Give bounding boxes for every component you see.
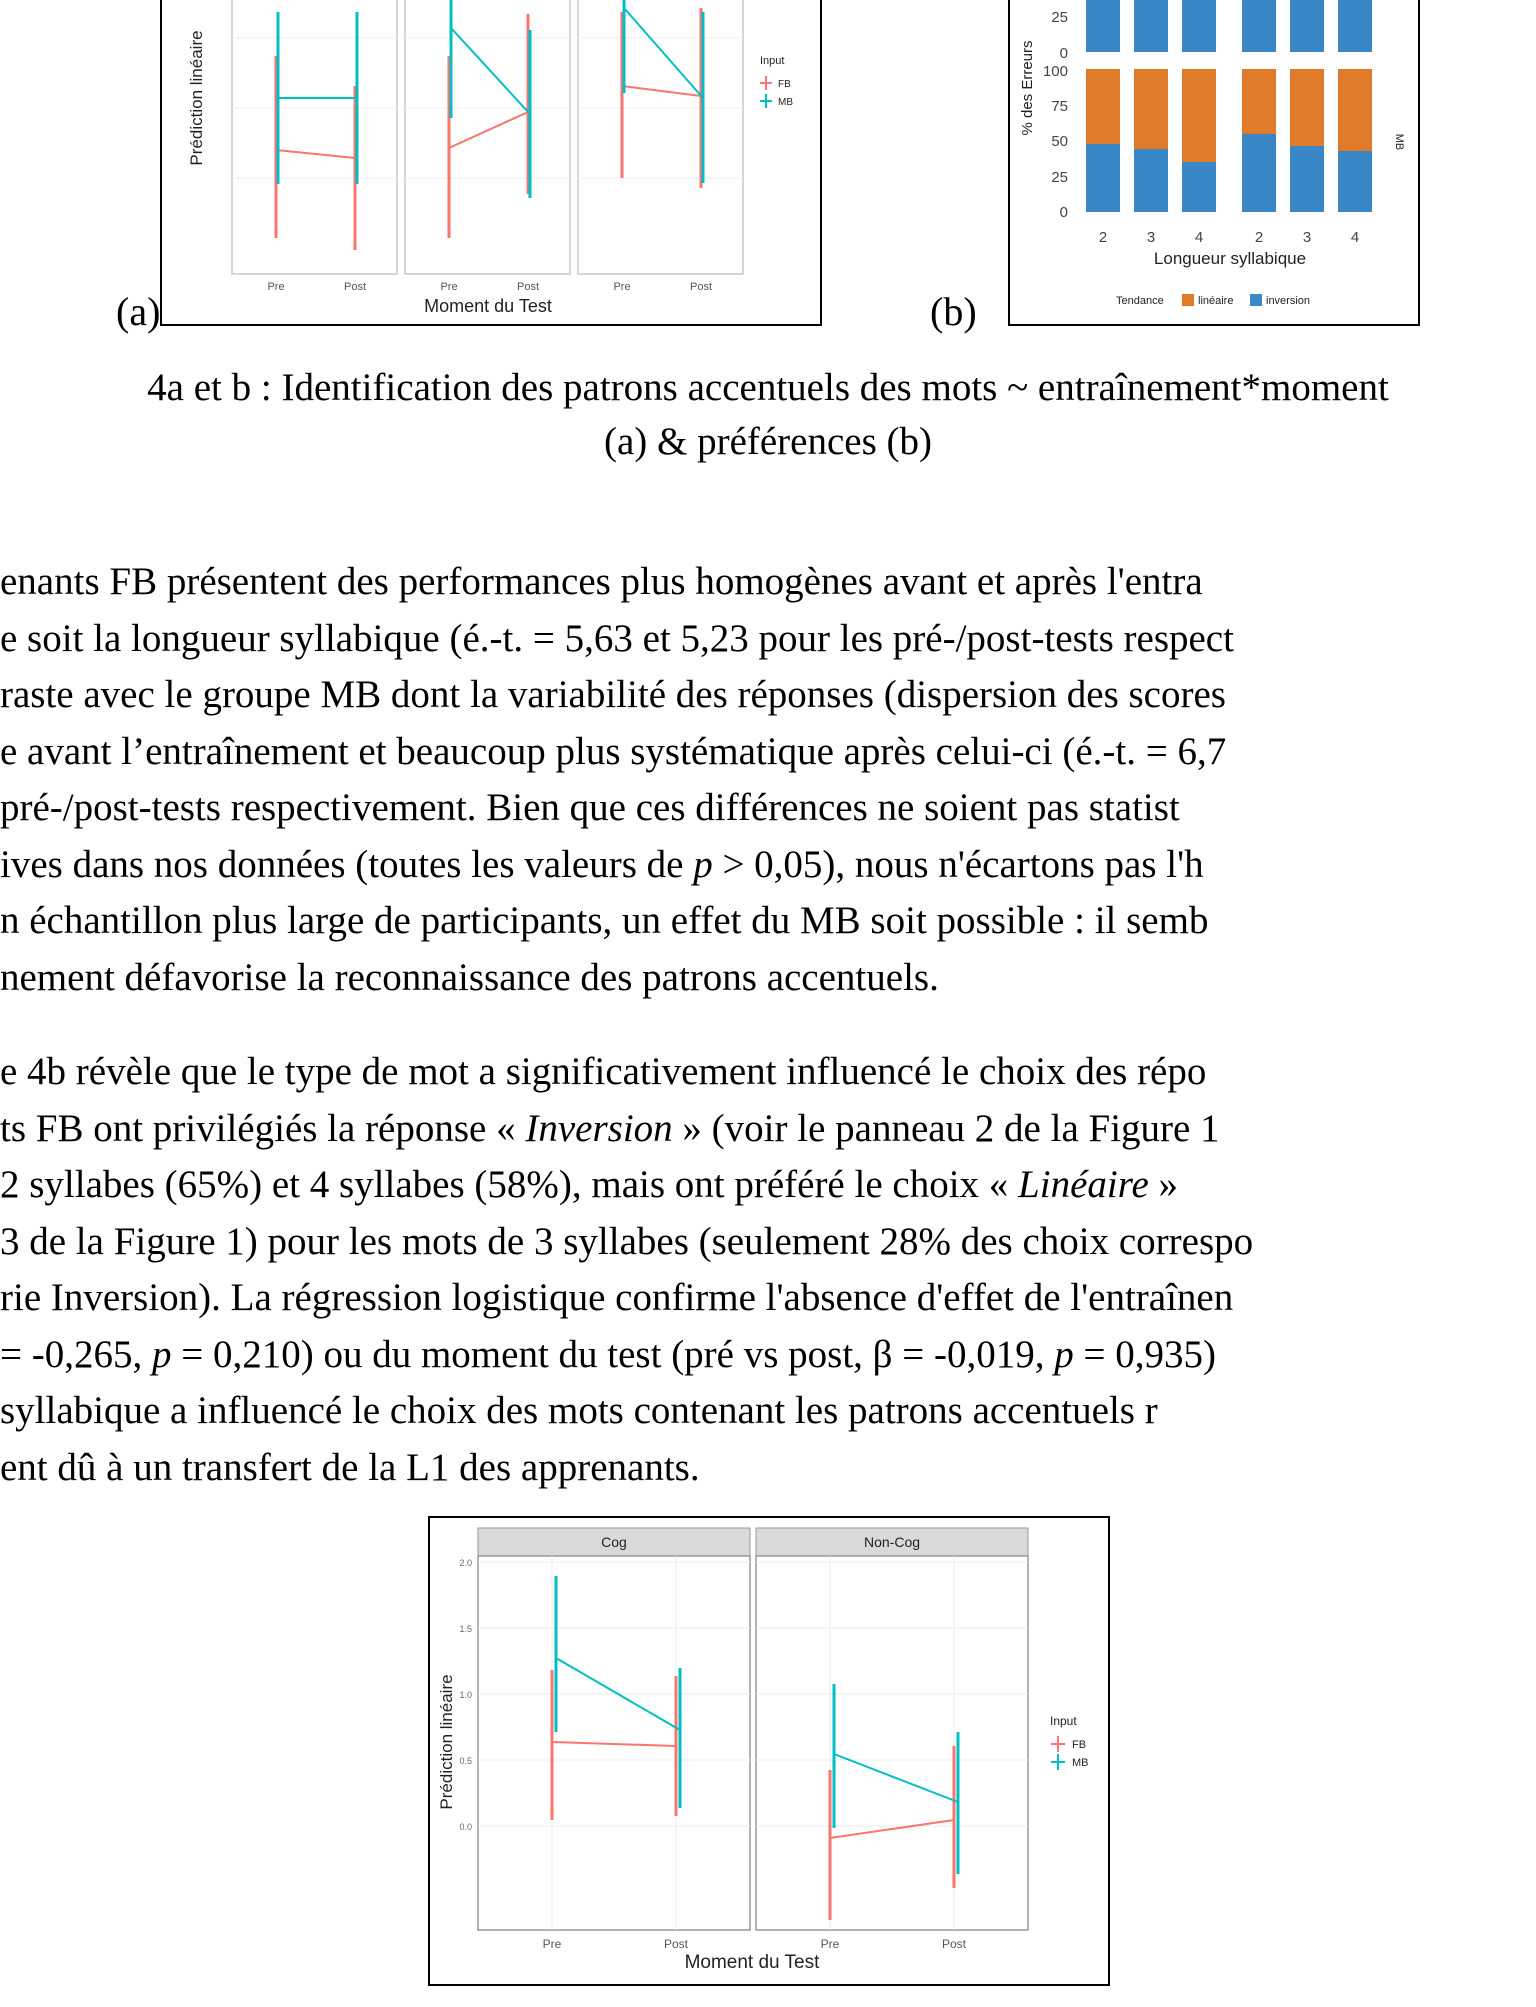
- legend-title-a: Input: [760, 55, 785, 67]
- x-axis-label-a: Moment du Test: [424, 296, 552, 316]
- tick-b-upper-0: 0: [1059, 45, 1068, 62]
- legend-mb-label: MB: [1072, 1757, 1089, 1769]
- p1-line-5: pré-/post-tests respectivement. Bien que ces différences ne soient pas statist: [0, 786, 1180, 829]
- tick-b-x-4: 2: [1254, 229, 1264, 246]
- figure-caption-line-2: (a) & préférences (b): [603, 420, 933, 463]
- legend-title-bottom: Input: [1050, 1714, 1077, 1728]
- figure-b-chart: [1008, 0, 1420, 326]
- p1-line-2: e soit la longueur syllabique (é.-t. = 5,63 et 5,23 pour les pré-/post-tests respect: [0, 616, 1234, 660]
- panel-a-label: (a): [116, 289, 161, 334]
- tick-a-p1-post: Post: [343, 281, 367, 293]
- legend-title-b: Tendance: [1116, 295, 1164, 307]
- y-axis-label-a: Prédiction linéaire: [187, 30, 206, 166]
- tick-a-p3-pre: Pre: [613, 281, 631, 293]
- tick-a-p3-post: Post: [689, 281, 713, 293]
- tick-b-100: 100: [1042, 63, 1068, 80]
- tick-y-15: 1.5: [459, 1624, 472, 1634]
- legend-fb-label: FB: [1072, 1739, 1087, 1751]
- tick-b-x-6: 4: [1350, 229, 1360, 246]
- y-axis-label-bottom: Prédiction linéaire: [437, 1674, 456, 1810]
- tick-b-upper-25: 25: [1051, 9, 1068, 26]
- legend-fb-label-a: FB: [778, 79, 791, 90]
- p1-line-3: raste avec le groupe MB dont la variabilité des réponses (dispersion des scores: [0, 673, 1226, 716]
- tick-b-75: 75: [1051, 98, 1068, 115]
- p1-line-6: ives dans nos données (toutes les valeurs de p > 0,05), nous n'écartons pas l'h: [0, 842, 1204, 886]
- legend-lineaire-label: linéaire: [1198, 295, 1234, 307]
- tick-b-25: 25: [1051, 169, 1068, 186]
- p1-line-4: e avant l’entraînement et beaucoup plus systématique après celui-ci (é.-t. = 6,7: [0, 729, 1227, 773]
- tick-b-0: 0: [1059, 204, 1068, 221]
- p2-line-8: ent dû à un transfert de la L1 des apprenants.: [0, 1445, 700, 1489]
- tick-x-cog-post: Post: [663, 1937, 689, 1951]
- tick-a-p2-post: Post: [516, 281, 540, 293]
- figure-bottom-svg: [430, 1518, 1108, 1984]
- figure-caption-line-1: 4a et b : Identification des patrons accentuels des mots ~ entraînement*moment: [147, 366, 1389, 409]
- facet-lower-bars: [1086, 69, 1372, 212]
- tick-y-1: 1.0: [459, 1690, 472, 1700]
- paragraph-1: [0, 554, 1234, 1006]
- figure-a-svg: [162, 0, 820, 324]
- tick-b-x-3: 4: [1194, 229, 1204, 246]
- figure-b-svg: [1010, 0, 1418, 324]
- tick-x-cog-pre: Pre: [542, 1937, 562, 1951]
- p1-line-1: enants FB présentent des performances plus homogènes avant et après l'entra: [0, 560, 1203, 603]
- strip-label-b: MB: [1393, 133, 1405, 151]
- legend-inversion-label: inversion: [1266, 295, 1311, 307]
- tick-b-x-5: 3: [1302, 229, 1312, 246]
- x-axis-label-bottom: Moment du Test: [684, 1952, 820, 1973]
- tick-a-p1-pre: Pre: [267, 281, 285, 293]
- tick-a-p2-pre: Pre: [440, 281, 458, 293]
- p1-line-7: n échantillon plus large de participants, un effet du MB soit possible : il semb: [0, 899, 1209, 942]
- y-axis-label-b: % des Erreurs: [1019, 40, 1036, 136]
- tick-b-x-1: 2: [1098, 229, 1108, 246]
- tick-y-2: 2.0: [459, 1558, 472, 1568]
- paragraph-2: [0, 1044, 1253, 1496]
- facet-panel-2: [405, 0, 570, 274]
- panel-non-cog: [756, 1556, 1028, 1930]
- facet-panel-1: [232, 0, 397, 274]
- tick-b-50: 50: [1051, 133, 1068, 150]
- facet-upper-bars: [1086, 0, 1372, 52]
- p1-line-8: nement défavorise la reconnaissance des patrons accentuels.: [0, 955, 939, 999]
- strip-non-cog-label: Non-Cog: [863, 1534, 921, 1550]
- strip-cog-label: Cog: [601, 1534, 627, 1550]
- p2-line-5: rie Inversion). La régression logistique confirme l'absence d'effet de l'entraînen: [0, 1276, 1234, 1319]
- p2-line-1: e 4b révèle que le type de mot a significativement influencé le choix des répo: [0, 1050, 1207, 1093]
- x-axis-label-b: Longueur syllabique: [1153, 249, 1307, 268]
- legend-lineaire-swatch: [1182, 294, 1194, 306]
- p2-line-6: = -0,265, p = 0,210) ou du moment du test (pré vs post, β = -0,019, p = 0,935): [0, 1332, 1216, 1376]
- figure-a-chart: [160, 0, 822, 326]
- tick-x-noncog-pre: Pre: [820, 1937, 840, 1951]
- p2-line-4: 3 de la Figure 1) pour les mots de 3 syllabes (seulement 28% des choix correspo: [0, 1219, 1254, 1263]
- p2-line-7: syllabique a influencé le choix des mots contenant les patrons accentuels r: [0, 1389, 1158, 1432]
- p2-line-3: 2 syllabes (65%) et 4 syllabes (58%), mais ont préféré le choix « Linéaire »: [0, 1163, 1179, 1206]
- tick-x-noncog-post: Post: [941, 1937, 967, 1951]
- figure-bottom-chart: [428, 1516, 1110, 1986]
- p2-line-2: ts FB ont privilégiés la réponse « Inversion » (voir le panneau 2 de la Figure 1: [0, 1106, 1220, 1150]
- facet-panel-3: [578, 0, 743, 274]
- tick-y-0: 0.0: [459, 1822, 472, 1832]
- legend-inversion-swatch: [1250, 294, 1262, 306]
- panel-b-label: (b): [930, 289, 977, 334]
- tick-y-05: 0.5: [459, 1756, 472, 1766]
- legend-mb-label-a: MB: [778, 97, 793, 108]
- tick-b-x-2: 3: [1146, 229, 1156, 246]
